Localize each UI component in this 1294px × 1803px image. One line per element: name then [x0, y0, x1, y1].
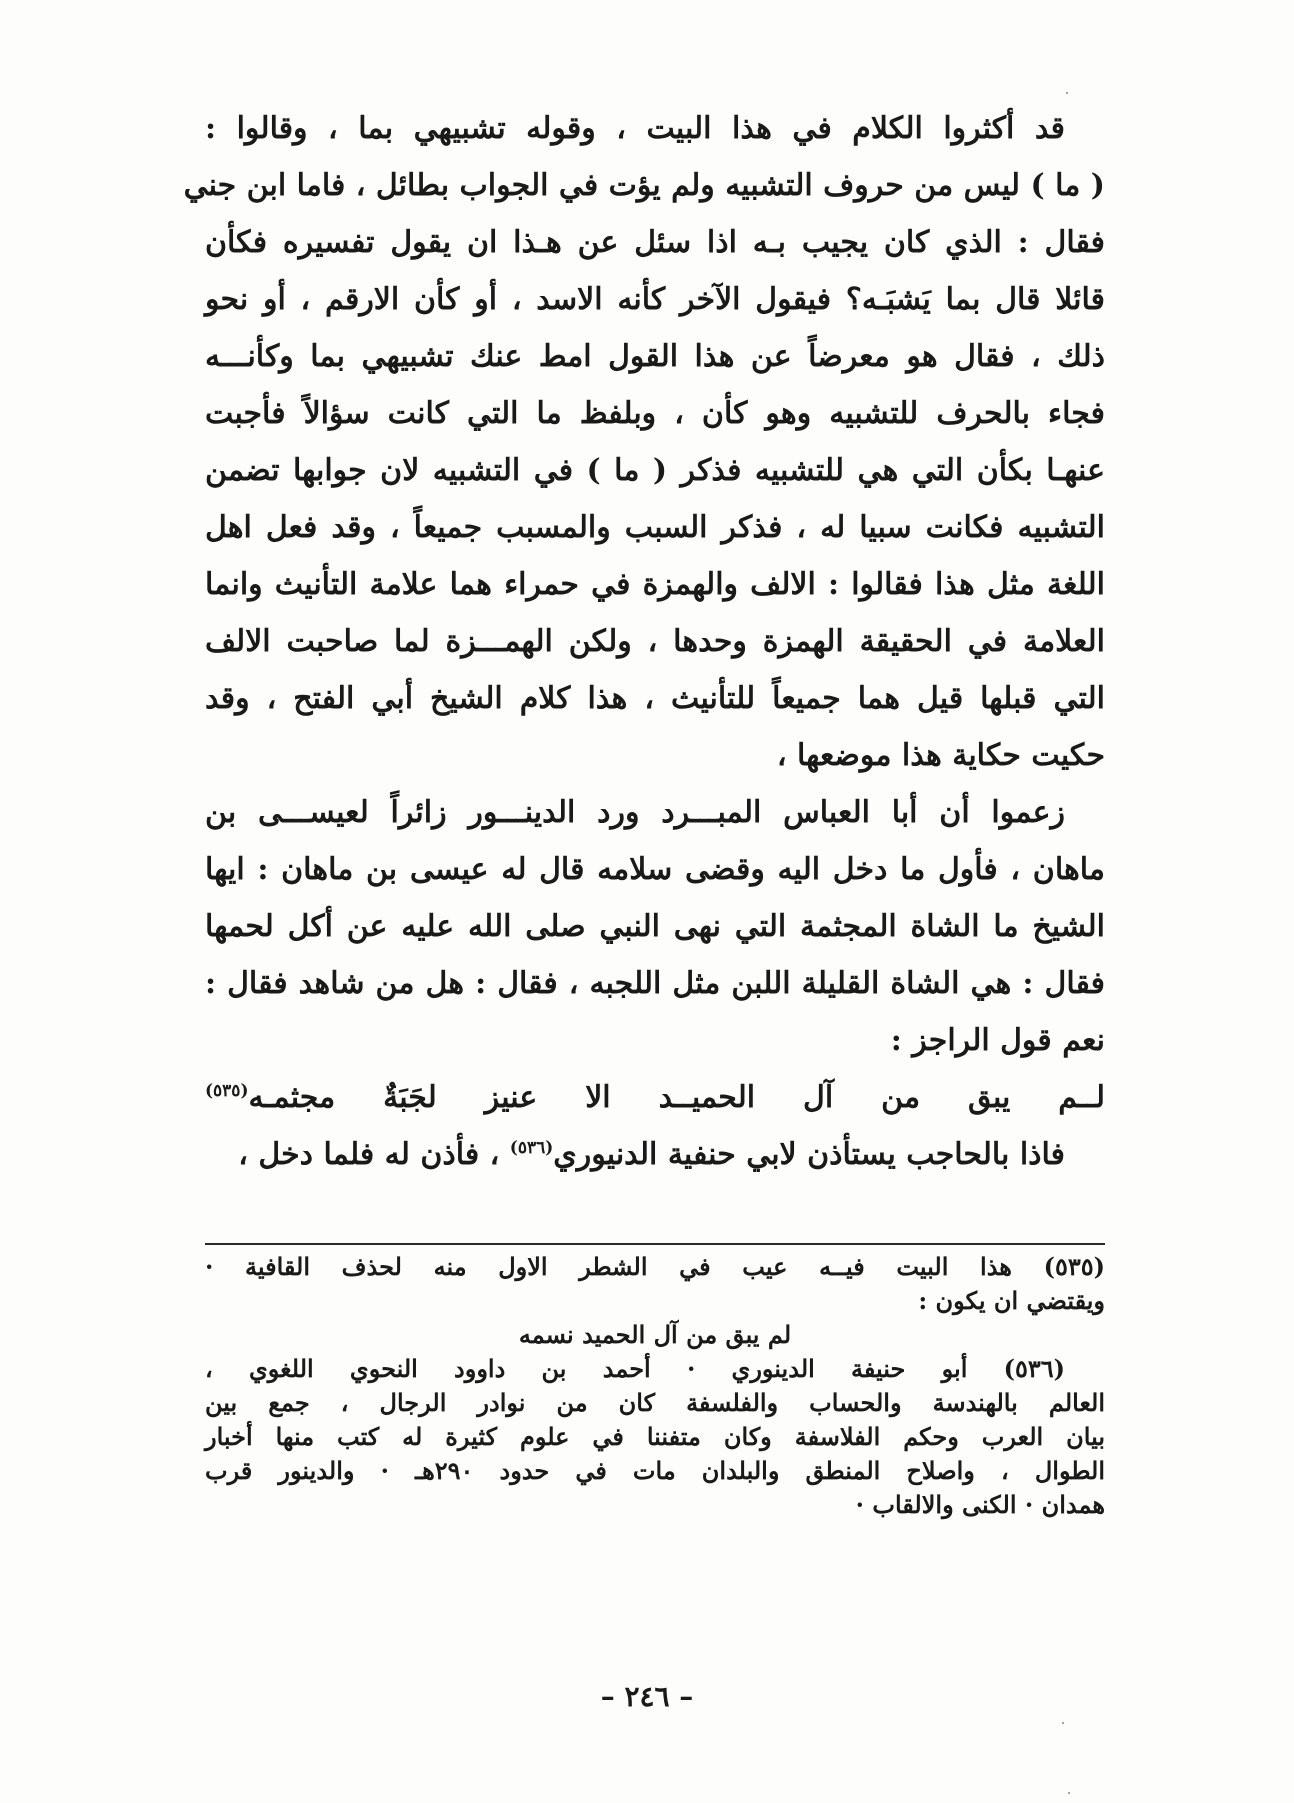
text-line: فجاء بالحرف للتشبيه وهو كأن ، وبلفظ ما التي كانت سؤالاً فأجبت — [205, 396, 1105, 431]
text-line: العلامة في الحقيقة الهمزة وحدها ، ولكن الهمـــزة لما صاحبت الالف — [205, 624, 1105, 659]
footnote-ref-535[interactable]: (٥٣٥) — [205, 1081, 249, 1101]
text-line: ذلك ، فقال هو معرضاً عن هذا القول امط عنك تشبيهي بما وكأنـــه — [205, 339, 1105, 374]
scan-speck — [1068, 1792, 1070, 1794]
text-line: ماهان ، فأول ما دخل اليه وقضى سلامه قال له عيسى بن ماهان : ايها — [205, 852, 1105, 887]
text-line: قائلا قال بما يَشبَـه؟ فيقول الآخر كأنه الاسد ، أو كأن الارقم ، أو نحو — [205, 282, 1106, 317]
footnotes — [205, 1250, 1105, 1522]
footnote-divider — [205, 1243, 1105, 1245]
text-line: قد أكثروا الكلام في هذا البيت ، وقوله تشبيهي بما ، وقالوا : — [205, 111, 1065, 146]
text-line: التي قبلها قيل هما جميعاً للتأنيث ، هذا كلام الشيخ أبي الفتح ، وقد — [205, 681, 1105, 716]
scan-speck — [1062, 1722, 1064, 1724]
text-line: الشيخ ما الشاة المجثمة التي نهى النبي صلى الله عليه عن أكل لحمها — [205, 909, 1105, 944]
text-line — [205, 1126, 1105, 1183]
footnote-line: العالم بالهندسة والحساب والفلسفة كان من نوادر الرجال ، جمع بين — [205, 1388, 1105, 1417]
verse-line — [205, 1069, 1105, 1126]
text-line: زعموا أن أبا العباس المبـــرد ورد الدينـــور زائراً لعيســـى بن — [205, 795, 1065, 830]
text-line: اللغة مثل هذا فقالوا : الالف والهمزة في حمراء هما علامة التأنيث وانما — [205, 567, 1105, 602]
footnote-line: (٥٣٦) أبو حنيفة الدينوري · أحمد بن داوود النحوي اللغوي ، — [205, 1354, 1066, 1383]
text-line: عنهـا بكأن التي هي للتشبيه فذكر ( ما ) في التشبيه لان جوابها تضمن — [205, 453, 1105, 488]
text-line: حكيت حكاية هذا موضعها ، — [776, 738, 1105, 773]
text-line: ( ما ) ليس من حروف التشبيه ولم يؤت في الجواب بطائل ، فاما ابن جني — [183, 168, 1105, 203]
text-line: فقال : هي الشاة القليلة اللبن مثل اللجبه ، فقال : هل من شاهد فقال : — [205, 966, 1105, 1001]
scan-speck — [1066, 92, 1068, 94]
footnote-line: بيان العرب وحكم الفلاسفة وكان متفننا في علوم كثيرة له كتب منها أخبار — [205, 1422, 1105, 1451]
footnote-ref-536[interactable]: (٥٣٦) — [509, 1138, 554, 1158]
footnote-line: الطوال ، واصلاح المنطق والبلدان مات في حدود ٢٩٠هـ · والدينور قرب — [205, 1456, 1106, 1485]
text-line: التشبيه فكانت سبيا له ، فذكر السبب والمسبب جميعاً ، وقد فعل اهل — [205, 510, 1105, 545]
text-line: نعم قول الراجز : — [890, 1023, 1105, 1058]
footnote-verse: لم يبق من آل الحميد نسمه — [518, 1320, 792, 1349]
text-segment: فاذا بالحاجب يستأذن لابي حنفية الدنيوري — [553, 1137, 1065, 1172]
text-segment: ، فأذن له فلما دخل ، — [238, 1137, 500, 1172]
footnote-line: همدان · الكنى والالقاب · — [855, 1490, 1105, 1519]
verse-text: لــم يبق من آل الحميــد الا عنيز لجَبَةٌ مجثمـه — [248, 1080, 1105, 1115]
footnote-line: ويقتضي ان يكون : — [918, 1286, 1105, 1315]
page-number: – ٢٤٦ – — [600, 1680, 694, 1713]
text-line: فقال : الذي كان يجيب بـه اذا سئل عن هـذا ان يقول تفسيره فكأن — [205, 225, 1105, 260]
main-text — [183, 100, 1106, 1183]
footnote-line: (٥٣٥) هذا البيت فيــه عيب في الشطر الاول منه لحذف القافية · — [205, 1252, 1105, 1281]
